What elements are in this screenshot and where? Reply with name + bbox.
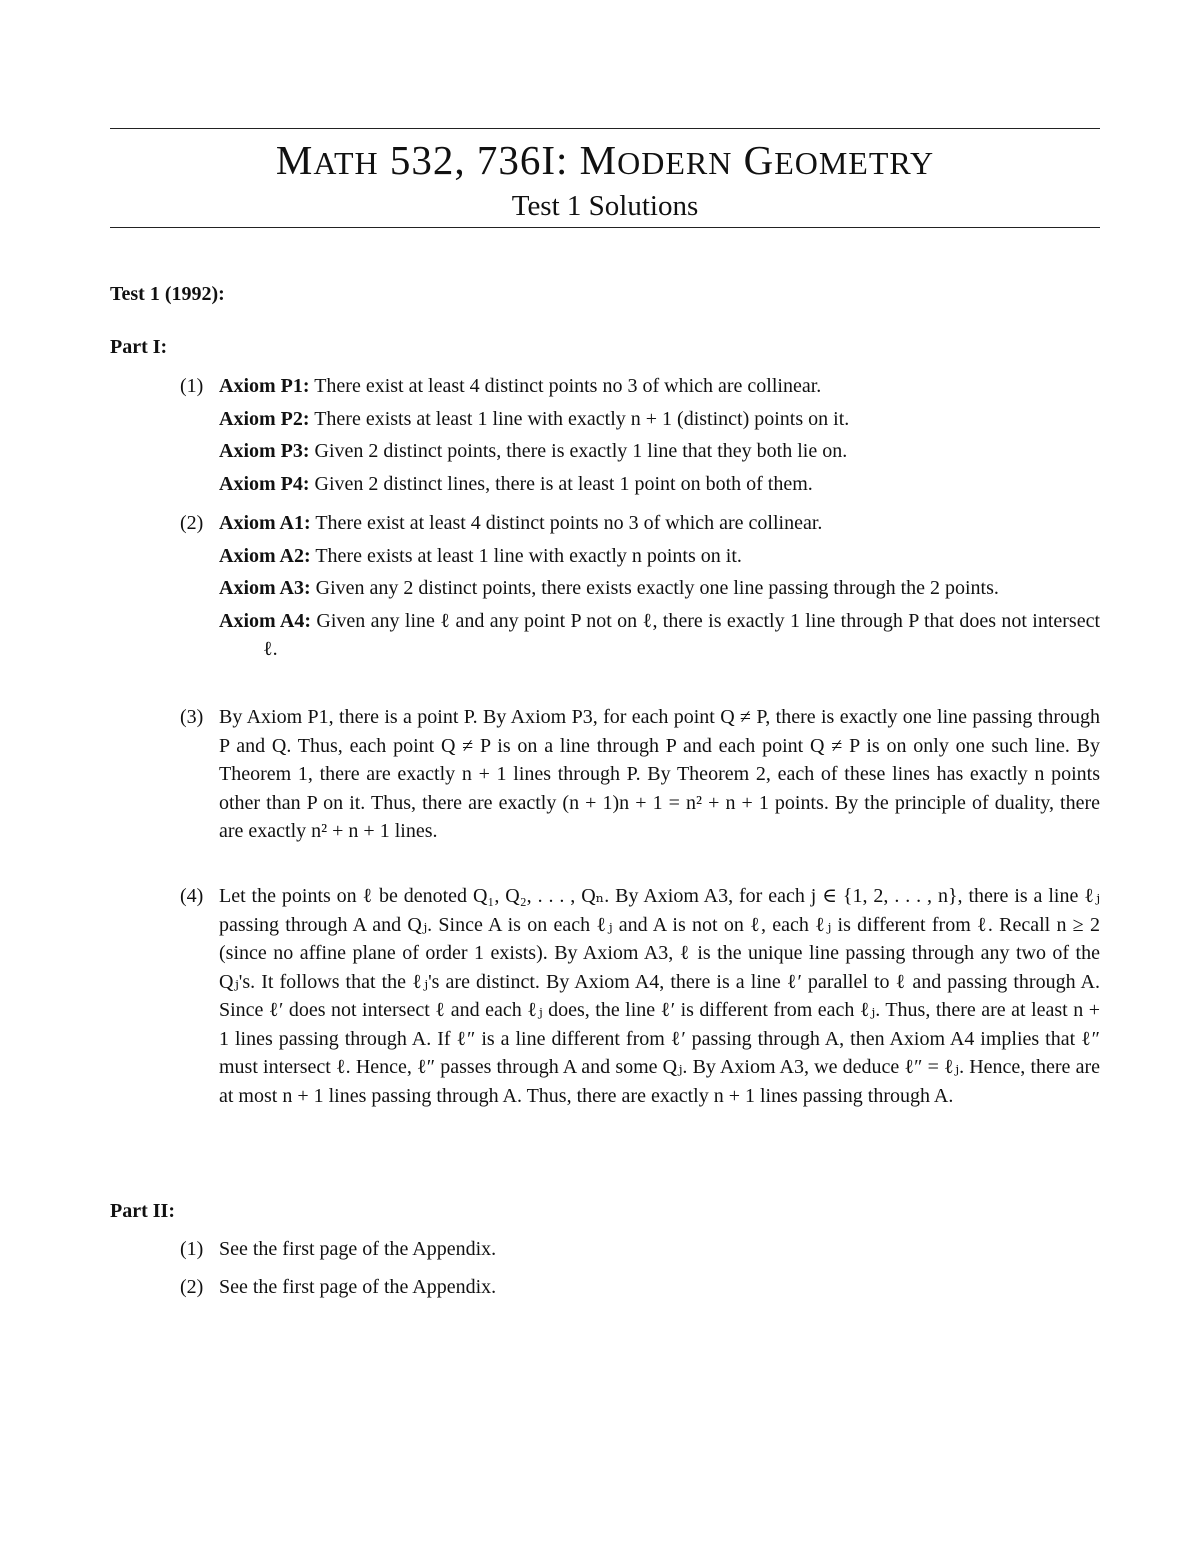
item-text: Let the points on ℓ be denoted Q₁, Q₂, . . . , Qₙ. By Axiom A3, for each j ∈ {1, 2, . . . , n}, there is a line ℓⱼ passing through A and Qⱼ. Since A is on each ℓⱼ and A is not on ℓ, each ℓⱼ is different from ℓ. Recall n ≥ 2 (since no affine plane of order 1 exists). By Axiom A3, ℓ is the unique line passing through any two of the Qⱼ's. It follows that the ℓⱼ's are distinct. By Axiom A4, there is a line ℓ′ parallel to ℓ and passing through A. Since ℓ′ does not intersect ℓ and each ℓⱼ does, the line ℓ′ is different from each ℓⱼ. Thus, there are at least n + 1 lines passing through A. If ℓ″ is a line different from ℓ′ passing through A, then Axiom A4 implies that ℓ″ must intersect ℓ. Hence, ℓ″ passes through A and some Qⱼ. By Axiom A3, we deduce ℓ″ = ℓⱼ. Hence, there are at most n + 1 lines passing through A. Thus, there are exactly n + 1 lines passing through A.	[219, 885, 1100, 1107]
title-smallcaps-ath: ATH	[313, 145, 379, 181]
title-initial-m2: M	[579, 137, 618, 183]
axiom-text: There exist at least 4 distinct points no 3 of which are collinear.	[314, 375, 822, 397]
item-number: (2)	[180, 512, 204, 534]
axiom-label: Axiom P3:	[219, 440, 310, 462]
item-text: By Axiom P1, there is a point P. By Axiom P3, for each point Q ≠ P, there is exactly one line passing through P and Q. Thus, each point Q ≠ P is on a line through P and each point Q ≠ P is on only one such line. By Theorem 1, there are exactly n + 1 lines through P. By Theorem 2, each of these lines has exactly n points other than P on it. Thus, there are exactly (n + 1)n + 1 = n² + n + 1 points. By the principle of duality, there are exactly n² + n + 1 lines.	[219, 706, 1100, 842]
axiom-label: Axiom A4:	[219, 609, 312, 632]
part-1-item-4	[180, 882, 1100, 1110]
part-1-heading: Part I:	[110, 336, 168, 358]
part-2-item-2	[180, 1273, 1100, 1302]
item-number: (2)	[180, 1276, 204, 1298]
axiom-text: There exists at least 1 line with exactly n points on it.	[315, 544, 742, 567]
axiom-p3	[219, 437, 1100, 466]
part-2-heading: Part II:	[110, 1200, 175, 1222]
title-block	[110, 136, 1100, 223]
title-space	[732, 137, 743, 183]
page-subtitle: Test 1 Solutions	[511, 190, 699, 222]
title-course-numbers: 532, 736I:	[378, 137, 580, 183]
part-2-item-1	[180, 1235, 1100, 1264]
axiom-p1	[219, 372, 1100, 401]
axiom-text: Given any line ℓ and any point P not on ℓ, there is exactly 1 line through P that does not intersect ℓ.	[263, 609, 1101, 660]
axiom-p4	[219, 470, 1100, 499]
title-smallcaps-odern: ODERN	[617, 145, 733, 181]
part-1-item-2	[180, 509, 1100, 664]
axiom-text: Given 2 distinct lines, there is at least 1 point on both of them.	[314, 472, 813, 495]
item-text: See the first page of the Appendix.	[219, 1238, 497, 1260]
axiom-p2	[219, 405, 1100, 434]
part-1-item-1	[180, 372, 1100, 498]
part-1-item-3	[180, 703, 1100, 846]
title-smallcaps-eometry: EOMETRY	[774, 145, 935, 181]
header-top-rule	[110, 128, 1100, 129]
axiom-label: Axiom P4:	[219, 472, 310, 495]
axiom-a2	[219, 542, 1100, 571]
page-title	[110, 136, 1100, 187]
item-number: (4)	[180, 885, 204, 907]
axiom-label: Axiom A3:	[219, 577, 311, 599]
axiom-text: There exists at least 1 line with exactly n + 1 (distinct) points on it.	[314, 407, 850, 430]
axiom-label: Axiom P1:	[219, 375, 310, 397]
axiom-a3	[219, 574, 1100, 603]
title-initial-m: M	[275, 137, 314, 183]
axiom-label: Axiom A1:	[219, 512, 311, 534]
item-number: (3)	[180, 706, 204, 728]
axiom-text: Given any 2 distinct points, there exists exactly one line passing through the 2 points.	[315, 577, 999, 599]
axiom-text: Given 2 distinct points, there is exactly 1 line that they both lie on.	[314, 440, 848, 462]
axiom-text: There exist at least 4 distinct points no 3 of which are collinear.	[315, 512, 823, 534]
header-bottom-rule	[110, 227, 1100, 228]
item-number: (1)	[180, 1238, 204, 1260]
axiom-label: Axiom P2:	[219, 407, 310, 430]
title-initial-g: G	[743, 137, 775, 183]
axiom-a4	[219, 607, 1100, 664]
axiom-label: Axiom A2:	[219, 544, 311, 567]
item-text: See the first page of the Appendix.	[219, 1276, 497, 1298]
item-number: (1)	[180, 375, 204, 397]
test-heading: Test 1 (1992):	[110, 283, 225, 305]
axiom-a1	[219, 509, 1100, 538]
